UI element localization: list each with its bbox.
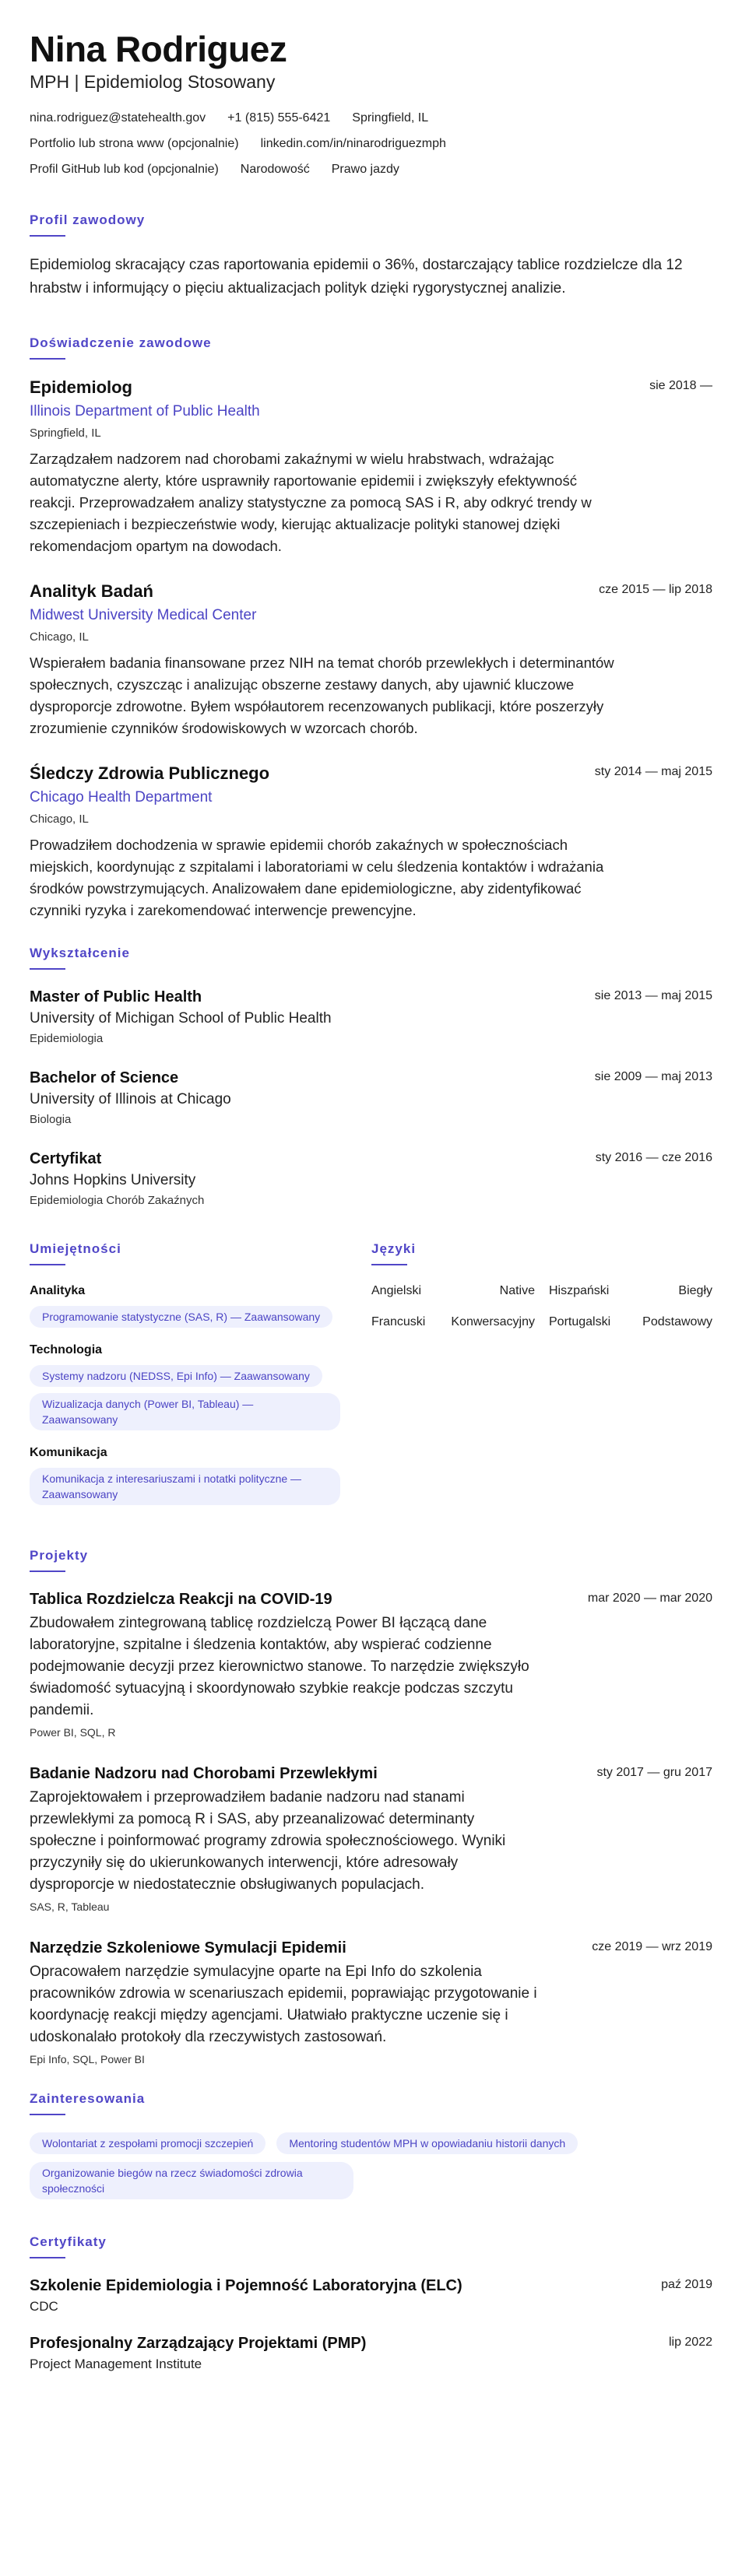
experience-entry [30,377,712,557]
interests-section [30,2090,712,2199]
language-name: Angielski [371,1284,422,1297]
project-date: mar 2020 — mar 2020 [587,1592,712,1605]
section-divider [30,2114,65,2115]
degree-title: Master of Public Health [30,988,202,1005]
candidate-headline: MPH | Epidemiolog Stosowany [30,72,276,92]
job-date: cze 2015 — lip 2018 [599,583,712,596]
nationality-text: Narodowość [240,163,310,176]
email-link[interactable]: nina.rodriguez@statehealth.gov [30,111,206,125]
job-title: Analityk Badań [30,581,153,601]
section-title-experience: Doświadczenie zawodowe [30,335,212,350]
candidate-name: Nina Rodriguez [30,29,287,69]
employer-name: Chicago Health Department [30,789,213,805]
license-text: Prawo jazdy [331,163,399,176]
job-title: Epidemiolog [30,377,132,397]
section-title-education: Wykształcenie [30,946,130,960]
education-entry [30,1068,712,1128]
skill-group [30,1283,340,1328]
section-divider [30,2257,65,2258]
contact-row-2 [30,136,712,152]
education-entry [30,987,712,1048]
skill-category: Komunikacja [30,1446,107,1459]
profile-summary: Epidemiolog skracający czas raportowania epidemii o 36%, dostarczający tablice rozdzielcze dla 12 hrabstw i informujący o pięciu aktualizacjach polityk dzięki rygorystycznej analizie. [30,257,683,297]
project-tools: Epi Info, SQL, Power BI [30,2053,145,2065]
certification-date: lip 2022 [668,2336,712,2349]
resume-header [30,28,712,177]
certification-entry [30,2333,712,2374]
skills-section [30,1241,340,1519]
project-name: Badanie Nadzoru nad Chorobami Przewlekłymi [30,1765,378,1782]
project-name: Narzędzie Szkoleniowe Symulacji Epidemii [30,1939,346,1957]
job-description: Wspierałem badania finansowane przez NIH na temat chorób przewlekłych i determinantów społecznych, czyszcząc i analizując obszerne zestawy danych, aby ujawnić kluczowe dysproporcje zdrowotne. Byłem współautorem recenzowanych publikacji, które poszerzyły zrozumienie czynników środowiskowych w wzorcach chorób. [30,655,614,736]
education-date: sie 2013 — maj 2015 [594,989,712,1002]
education-date: sty 2016 — cze 2016 [595,1151,712,1164]
language-item [371,1314,535,1331]
project-entry [30,1589,712,1740]
projects-section [30,1547,712,2067]
section-divider [30,1571,65,1572]
project-description: Zaprojektowałem i przeprowadziłem badanie nadzoru nad stanami przewlekłymi za pomocą R i SAS, aby przeanalizować determinanty społeczne i poinformować programy zdrowia społecznościowego. Wyniki przyczyniły się do ukierunkowanych interwencji, które adresowały dysproporcje w niedostatecznie obsługiwanych populacjach. [30,1789,506,1893]
section-title-skills: Umiejętności [30,1241,121,1256]
project-name: Tablica Rozdzielcza Reakcji na COVID-19 [30,1591,332,1608]
section-divider [30,235,65,237]
language-level: Biegły [678,1284,712,1297]
language-level: Konwersacyjny [451,1315,535,1328]
certification-date: paź 2019 [661,2278,712,2291]
school-name: University of Michigan School of Public Health [30,1010,332,1027]
skill-group [30,1444,340,1505]
skill-category: Analityka [30,1284,86,1297]
project-description: Opracowałem narzędzie symulacyjne oparte na Epi Info do szkolenia pracowników zdrowia w scenariuszach epidemii, poprawiając przygotowanie i koordynację reakcji między agencjami. Ułatwiało praktyczne uczenie się i udoskonalało protokoły dla rzeczywistych zastosowań. [30,1964,537,2045]
skill-group [30,1342,340,1430]
project-entry [30,1938,712,2067]
certification-issuer: Project Management Institute [30,2357,202,2371]
field-of-study: Biologia [30,1113,72,1126]
project-description: Zbudowałem zintegrowaną tablicę rozdzielczą Power BI łączącą dane laboratoryjne, szpitalne i śledzenia kontaktów, aby wspierać codzienne podejmowanie decyzji przez kierownictwo stanowe. To narzędzie zwiększyło świadomość sytuacyjną i skoordynowało szybkie reakcje podczas szczytu pandemii. [30,1615,529,1718]
project-tools: SAS, R, Tableau [30,1900,110,1913]
skill-tag: Komunikacja z interesariuszami i notatki polityczne — Zaawansowany [30,1468,340,1505]
school-name: Johns Hopkins University [30,1172,196,1188]
job-date: sty 2014 — maj 2015 [594,765,712,778]
skill-tag: Systemy nadzoru (NEDSS, Epi Info) — Zaawansowany [30,1365,322,1387]
job-location: Springfield, IL [30,426,101,440]
skill-tag: Programowanie statystyczne (SAS, R) — Zaawansowany [30,1306,332,1328]
section-title-projects: Projekty [30,1548,89,1563]
language-item [371,1283,535,1300]
contact-row-3 [30,162,712,177]
language-item [549,1283,712,1300]
project-date: cze 2019 — wrz 2019 [592,1940,712,1953]
contact-row-1 [30,111,712,126]
language-name: Hiszpański [549,1284,610,1297]
certification-entry [30,2276,712,2316]
project-entry [30,1764,712,1914]
section-divider [30,968,65,970]
language-row [371,1283,712,1300]
certification-issuer: CDC [30,2299,58,2314]
job-description: Prowadziłem dochodzenia w sprawie epidemii chorób zakaźnych w społecznościach miejskich, koordynując z szpitalami i laboratoriami w celu śledzenia kontaktów i wdrażania środków powstrzymujących. Analizowałem dane epidemiologiczne, aby zidentyfikować czynniki ryzyka i zarekomendować interwencje prewencyjne. [30,837,604,918]
certifications-section [30,2234,712,2374]
certification-name: Profesjonalny Zarządzający Projektami (PMP) [30,2335,367,2352]
project-tools: Power BI, SQL, R [30,1726,116,1739]
languages-section [371,1241,712,1519]
language-name: Portugalski [549,1315,611,1328]
job-location: Chicago, IL [30,812,89,826]
phone-text[interactable]: +1 (815) 555-6421 [227,111,331,125]
degree-title: Certyfikat [30,1150,102,1167]
experience-entry [30,581,712,739]
job-date: sie 2018 — [649,379,712,392]
location-text: Springfield, IL [352,111,429,125]
skill-tag: Wizualizacja danych (Power BI, Tableau) — Zaawansowany [30,1393,340,1430]
employer-name: Midwest University Medical Center [30,607,257,623]
degree-title: Bachelor of Science [30,1069,179,1086]
language-name: Francuski [371,1315,426,1328]
employer-name: Illinois Department of Public Health [30,403,260,419]
section-divider [30,358,65,360]
section-divider [30,1264,65,1265]
language-row [371,1314,712,1331]
education-section [30,945,712,1209]
portfolio-link[interactable]: Portfolio lub strona www (opcjonalnie) [30,137,239,150]
job-description: Zarządzałem nadzorem nad chorobami zakaźnymi w wielu hrabstwach, wdrażając automatyczne alerty, które usprawniły raportowanie epidemii i zwiększyły efektywność reakcji. Przeprowadzałem analizy statystyczne za pomocą SAS i R, aby odkryć trendy w szczepieniach i bezpieczeństwie wody, kierując aktualizacje polityki stanowej dzięki rekomendacjom opartym na dowodach. [30,451,592,554]
skills-languages-row [30,1241,712,1519]
job-title: Śledczy Zdrowia Publicznego [30,763,270,783]
skill-category: Technologia [30,1343,103,1356]
language-item [549,1314,712,1331]
experience-section [30,335,712,921]
section-title-interests: Zainteresowania [30,2091,146,2106]
section-title-certifications: Certyfikaty [30,2234,107,2249]
field-of-study: Epidemiologia [30,1032,104,1045]
job-location: Chicago, IL [30,630,89,644]
education-entry [30,1149,712,1209]
linkedin-link[interactable]: linkedin.com/in/ninarodriguezmph [260,137,446,150]
project-date: sty 2017 — gru 2017 [596,1766,712,1779]
certification-name: Szkolenie Epidemiologia i Pojemność Laboratoryjna (ELC) [30,2277,462,2294]
section-title-profile: Profil zawodowy [30,212,146,227]
field-of-study: Epidemiologia Chorób Zakaźnych [30,1194,205,1207]
interest-tag: Organizowanie biegów na rzecz świadomości zdrowia społeczności [30,2162,353,2199]
language-level: Podstawowy [642,1315,712,1328]
language-level: Native [499,1284,535,1297]
experience-entry [30,763,712,921]
school-name: University of Illinois at Chicago [30,1091,231,1107]
profile-section [30,212,712,300]
interest-tag: Mentoring studentów MPH w opowiadaniu historii danych [276,2132,578,2154]
section-divider [371,1264,407,1265]
education-date: sie 2009 — maj 2013 [594,1070,712,1083]
interest-tag: Wolontariat z zespołami promocji szczepień [30,2132,266,2154]
github-link[interactable]: Profil GitHub lub kod (opcjonalnie) [30,163,219,176]
section-title-languages: Języki [371,1241,417,1256]
interest-tags [30,2132,668,2199]
